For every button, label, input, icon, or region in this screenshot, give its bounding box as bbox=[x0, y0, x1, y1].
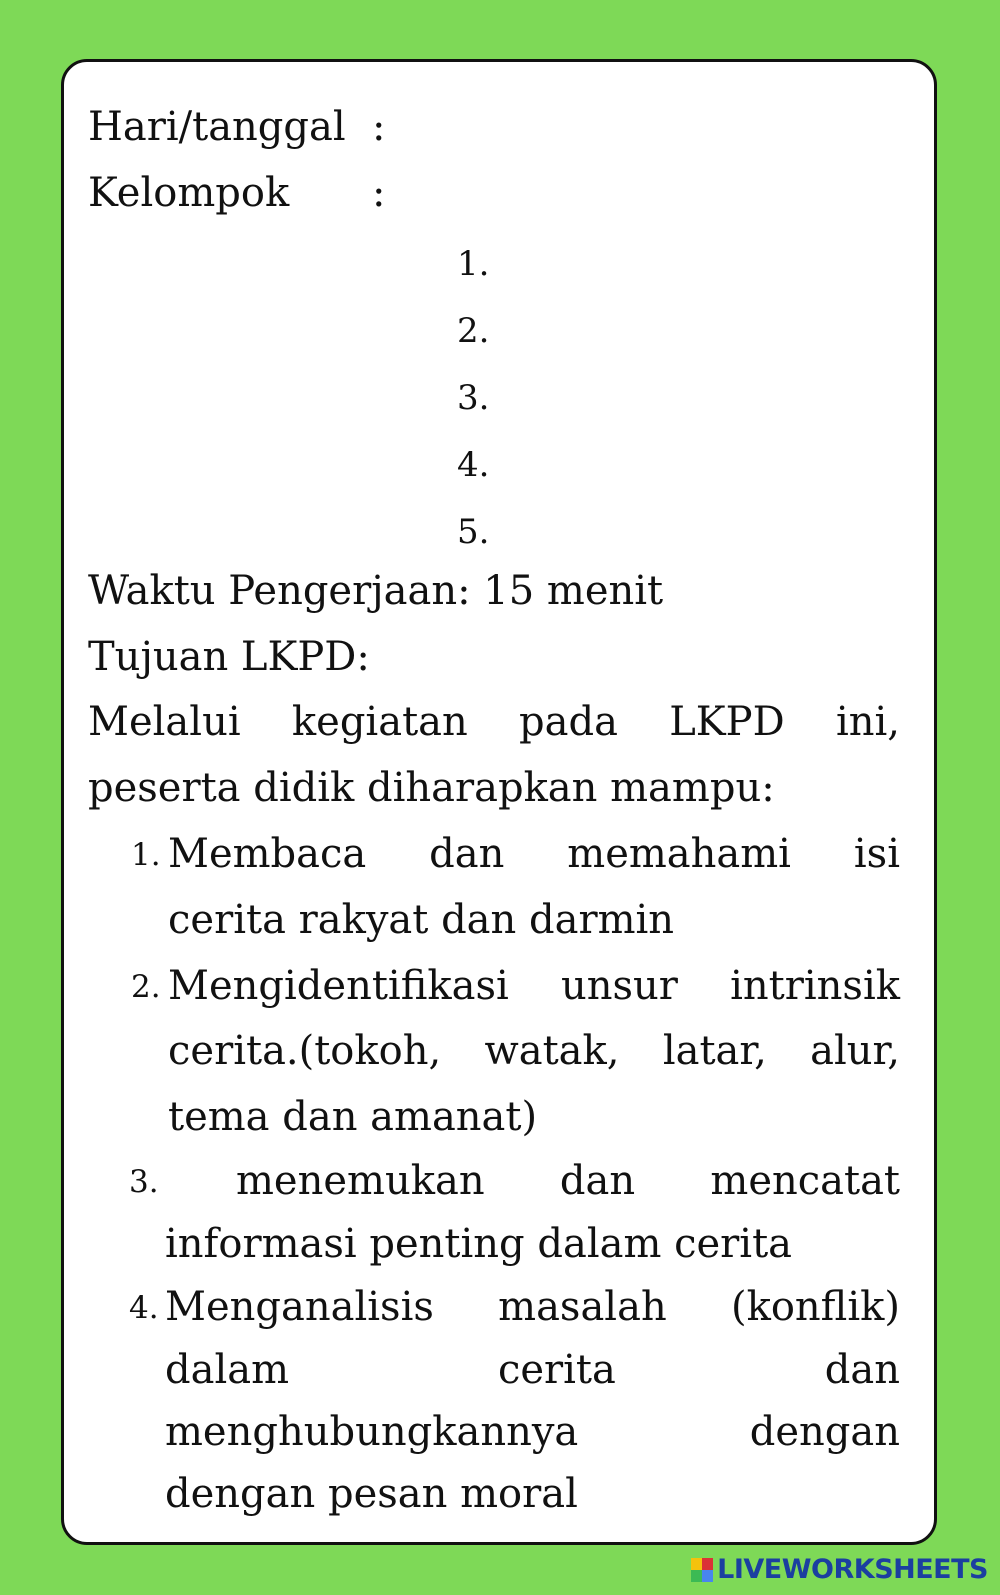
word: dan bbox=[559, 1158, 636, 1204]
liveworksheets-logo[interactable] bbox=[691, 1554, 988, 1585]
word: memahami bbox=[567, 831, 791, 877]
word: cerita bbox=[497, 1347, 616, 1393]
word: dalam bbox=[165, 1347, 290, 1393]
word: Melalui bbox=[88, 699, 241, 745]
objective-4-line-3 bbox=[165, 1409, 900, 1455]
objective-4-line-4: dengan pesan moral bbox=[165, 1471, 578, 1517]
objective-2-line-3: tema dan amanat) bbox=[168, 1094, 538, 1140]
objective-3-line-2: informasi penting dalam cerita bbox=[165, 1221, 793, 1267]
word: Menganalisis bbox=[165, 1284, 434, 1330]
member-number-3: 3. bbox=[457, 378, 490, 418]
word: dengan bbox=[749, 1409, 900, 1455]
objective-number-2: 2. bbox=[131, 969, 161, 1005]
word: kegiatan bbox=[291, 699, 468, 745]
word: menghubungkannya bbox=[165, 1409, 579, 1455]
objective-3-line-1 bbox=[236, 1158, 900, 1204]
objective-4-line-2 bbox=[165, 1347, 900, 1393]
word: LKPD bbox=[669, 699, 785, 745]
word: isi bbox=[853, 831, 900, 877]
word: mencatat bbox=[710, 1158, 900, 1204]
word: (konflik) bbox=[730, 1284, 900, 1330]
liveworksheets-logo-icon bbox=[691, 1558, 713, 1582]
word: latar, bbox=[662, 1028, 767, 1074]
word: dan bbox=[429, 831, 505, 877]
word: unsur bbox=[560, 963, 678, 1009]
objective-2-line-1 bbox=[168, 963, 900, 1009]
word: masalah bbox=[498, 1284, 667, 1330]
member-number-5: 5. bbox=[457, 512, 490, 552]
word: menemukan bbox=[236, 1158, 485, 1204]
objective-number-3: 3. bbox=[129, 1164, 159, 1200]
member-number-2: 2. bbox=[457, 311, 490, 351]
objective-1-line-1 bbox=[168, 831, 900, 877]
objective-1-line-2: cerita rakyat dan darmin bbox=[168, 897, 675, 943]
member-number-1: 1. bbox=[457, 244, 490, 284]
objective-number-1: 1. bbox=[131, 837, 161, 873]
word: Membaca bbox=[168, 831, 367, 877]
date-label: Hari/tanggal bbox=[88, 104, 346, 150]
objective-4-line-1 bbox=[165, 1284, 900, 1330]
logo-text: LIVEWORKSHEETS bbox=[717, 1554, 988, 1585]
word: intrinsik bbox=[730, 963, 900, 1009]
intro-line-1 bbox=[88, 699, 900, 745]
objective-number-4: 4. bbox=[129, 1290, 159, 1326]
time-line: Waktu Pengerjaan: 15 menit bbox=[88, 568, 664, 614]
intro-line-2: peserta didik diharapkan mampu: bbox=[88, 765, 775, 811]
word: ini, bbox=[835, 699, 900, 745]
member-number-4: 4. bbox=[457, 445, 490, 485]
word: alur, bbox=[810, 1028, 900, 1074]
word: cerita.(tokoh, bbox=[168, 1028, 442, 1074]
word: pada bbox=[519, 699, 618, 745]
date-colon: : bbox=[372, 104, 386, 150]
objective-title: Tujuan LKPD: bbox=[88, 634, 370, 680]
objective-2-line-2 bbox=[168, 1028, 900, 1074]
group-label: Kelompok bbox=[88, 170, 290, 216]
word: Mengidentifikasi bbox=[168, 963, 509, 1009]
word: dan bbox=[824, 1347, 900, 1393]
word: watak, bbox=[484, 1028, 620, 1074]
group-colon: : bbox=[372, 170, 386, 216]
